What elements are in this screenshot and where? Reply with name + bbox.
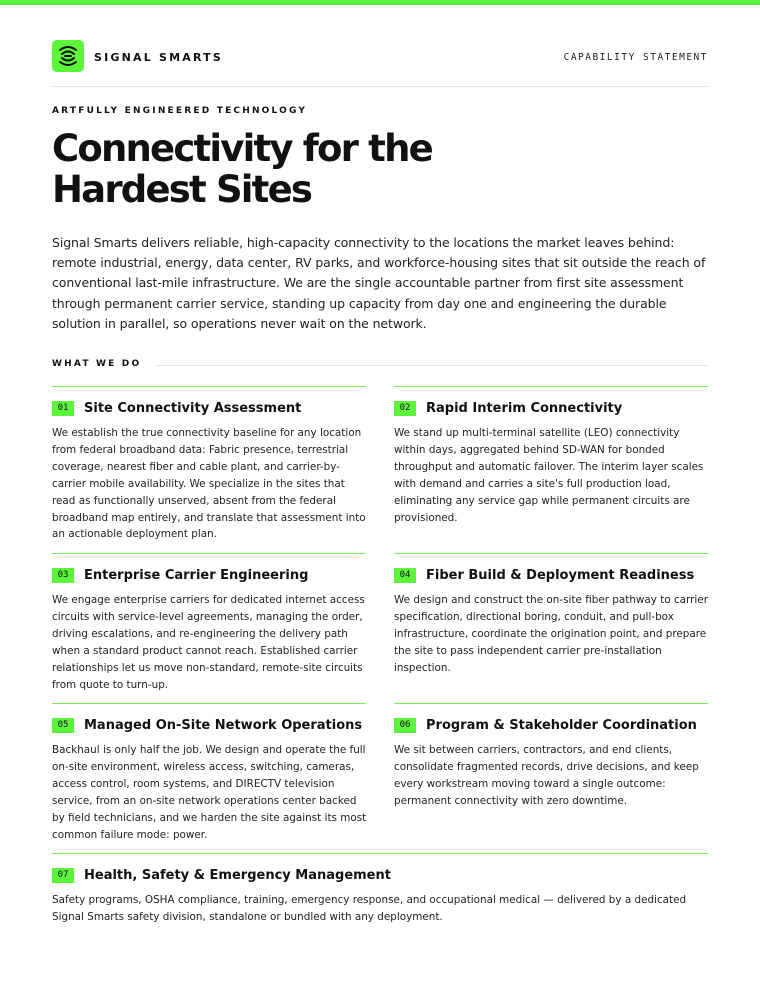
service-title: Managed On-Site Network Operations <box>84 718 363 733</box>
brand-name: SIGNAL SMARTS <box>94 51 223 64</box>
document-type: CAPABILITY STATEMENT <box>563 52 708 63</box>
service-description: We sit between carriers, contractors, and end clients, consolidate fragmented records, drive decisions, and keep every workstream moving toward a single outcome: permanent connectivity with zero downtime. <box>394 744 699 807</box>
title-line-2: Hardest Sites <box>52 168 312 211</box>
service-number-badge: 04 <box>394 568 416 583</box>
page-title <box>52 128 432 210</box>
service-description: We design and construct the on-site fiber pathway to carrier specification, directional boring, conduit, and pull-box infrastructure, coordinate the origination point, and prepare the site to pass independent carrier pre-installation inspection. <box>394 594 708 674</box>
service-number-badge: 05 <box>52 718 74 733</box>
service-description: We establish the true connectivity baseline for any location from federal broadband data: Fabric presence, terrestrial coverage, nearest fiber and cable plant, and carrier-by-carrier mobile availability. We specialize in the sites that read as functionally unserved, absent from the federal broadband map entirely, and translate that assessment into an actionable deployment plan. <box>52 427 366 541</box>
service-card-07 <box>52 853 708 934</box>
section-label: WHAT WE DO <box>52 359 142 369</box>
service-card-06 <box>394 703 708 844</box>
service-number-badge: 03 <box>52 568 74 583</box>
service-number-badge: 02 <box>394 401 416 416</box>
service-title: Program & Stakeholder Coordination <box>426 718 697 733</box>
page-header <box>52 40 708 87</box>
intro-paragraph: Signal Smarts delivers reliable, high-capacity connectivity to the locations the market leaves behind: remote industrial, energy, data center, RV parks, and workforce-housing sites that sit outside the reach of conventional last-mile infrastructure. We are the single accountable partner from first site assessment through permanent carrier service, standing up capacity from day one and engineering the durable solution in parallel, so operations never wait on the network. <box>52 235 706 331</box>
service-title: Rapid Interim Connectivity <box>426 401 623 416</box>
service-number-badge: 01 <box>52 401 74 416</box>
service-card-05 <box>52 703 366 844</box>
service-card-04 <box>394 553 708 694</box>
service-description: Safety programs, OSHA compliance, training, emergency response, and occupational medical — delivered by a dedicated Signal Smarts safety division, standalone or bundled with any deployment. <box>52 894 687 923</box>
service-number-badge: 07 <box>52 868 74 883</box>
service-card-01 <box>52 386 366 547</box>
signal-waves-icon <box>52 40 84 72</box>
service-title: Site Connectivity Assessment <box>84 401 302 416</box>
service-description: We stand up multi-terminal satellite (LEO) connectivity within days, aggregated behind SD-WAN for bonded throughput and automatic failover. The interim layer scales with demand and carries a site's full production load, eliminating any service gap while permanent circuits are provisioned. <box>394 427 704 524</box>
service-title: Health, Safety & Emergency Management <box>84 868 391 883</box>
service-title: Enterprise Carrier Engineering <box>84 568 309 583</box>
section-header <box>52 358 708 372</box>
section-divider <box>156 365 708 366</box>
service-card-02 <box>394 386 708 547</box>
service-card-03 <box>52 553 366 694</box>
service-description: Backhaul is only half the job. We design and operate the full on-site environment, wireless access, switching, cameras, access control, room systems, and DIRECTV television service, from an on-site network operations center backed by field technicians, and we harden the site against its most common failure mode: power. <box>52 744 367 841</box>
top-accent-bar <box>0 0 760 5</box>
service-description: We engage enterprise carriers for dedicated internet access circuits with service-level agreements, managing the order, driving escalations, and re-engineering the delivery path when a standard product cannot reach. Established carrier relationships let us move non-standard, remote-site circuits from quote to turn-up. <box>52 594 365 691</box>
service-number-badge: 06 <box>394 718 416 733</box>
service-title: Fiber Build & Deployment Readiness <box>426 568 695 583</box>
title-line-1: Connectivity for the <box>52 127 432 170</box>
eyebrow: ARTFULLY ENGINEERED TECHNOLOGY <box>52 106 308 116</box>
